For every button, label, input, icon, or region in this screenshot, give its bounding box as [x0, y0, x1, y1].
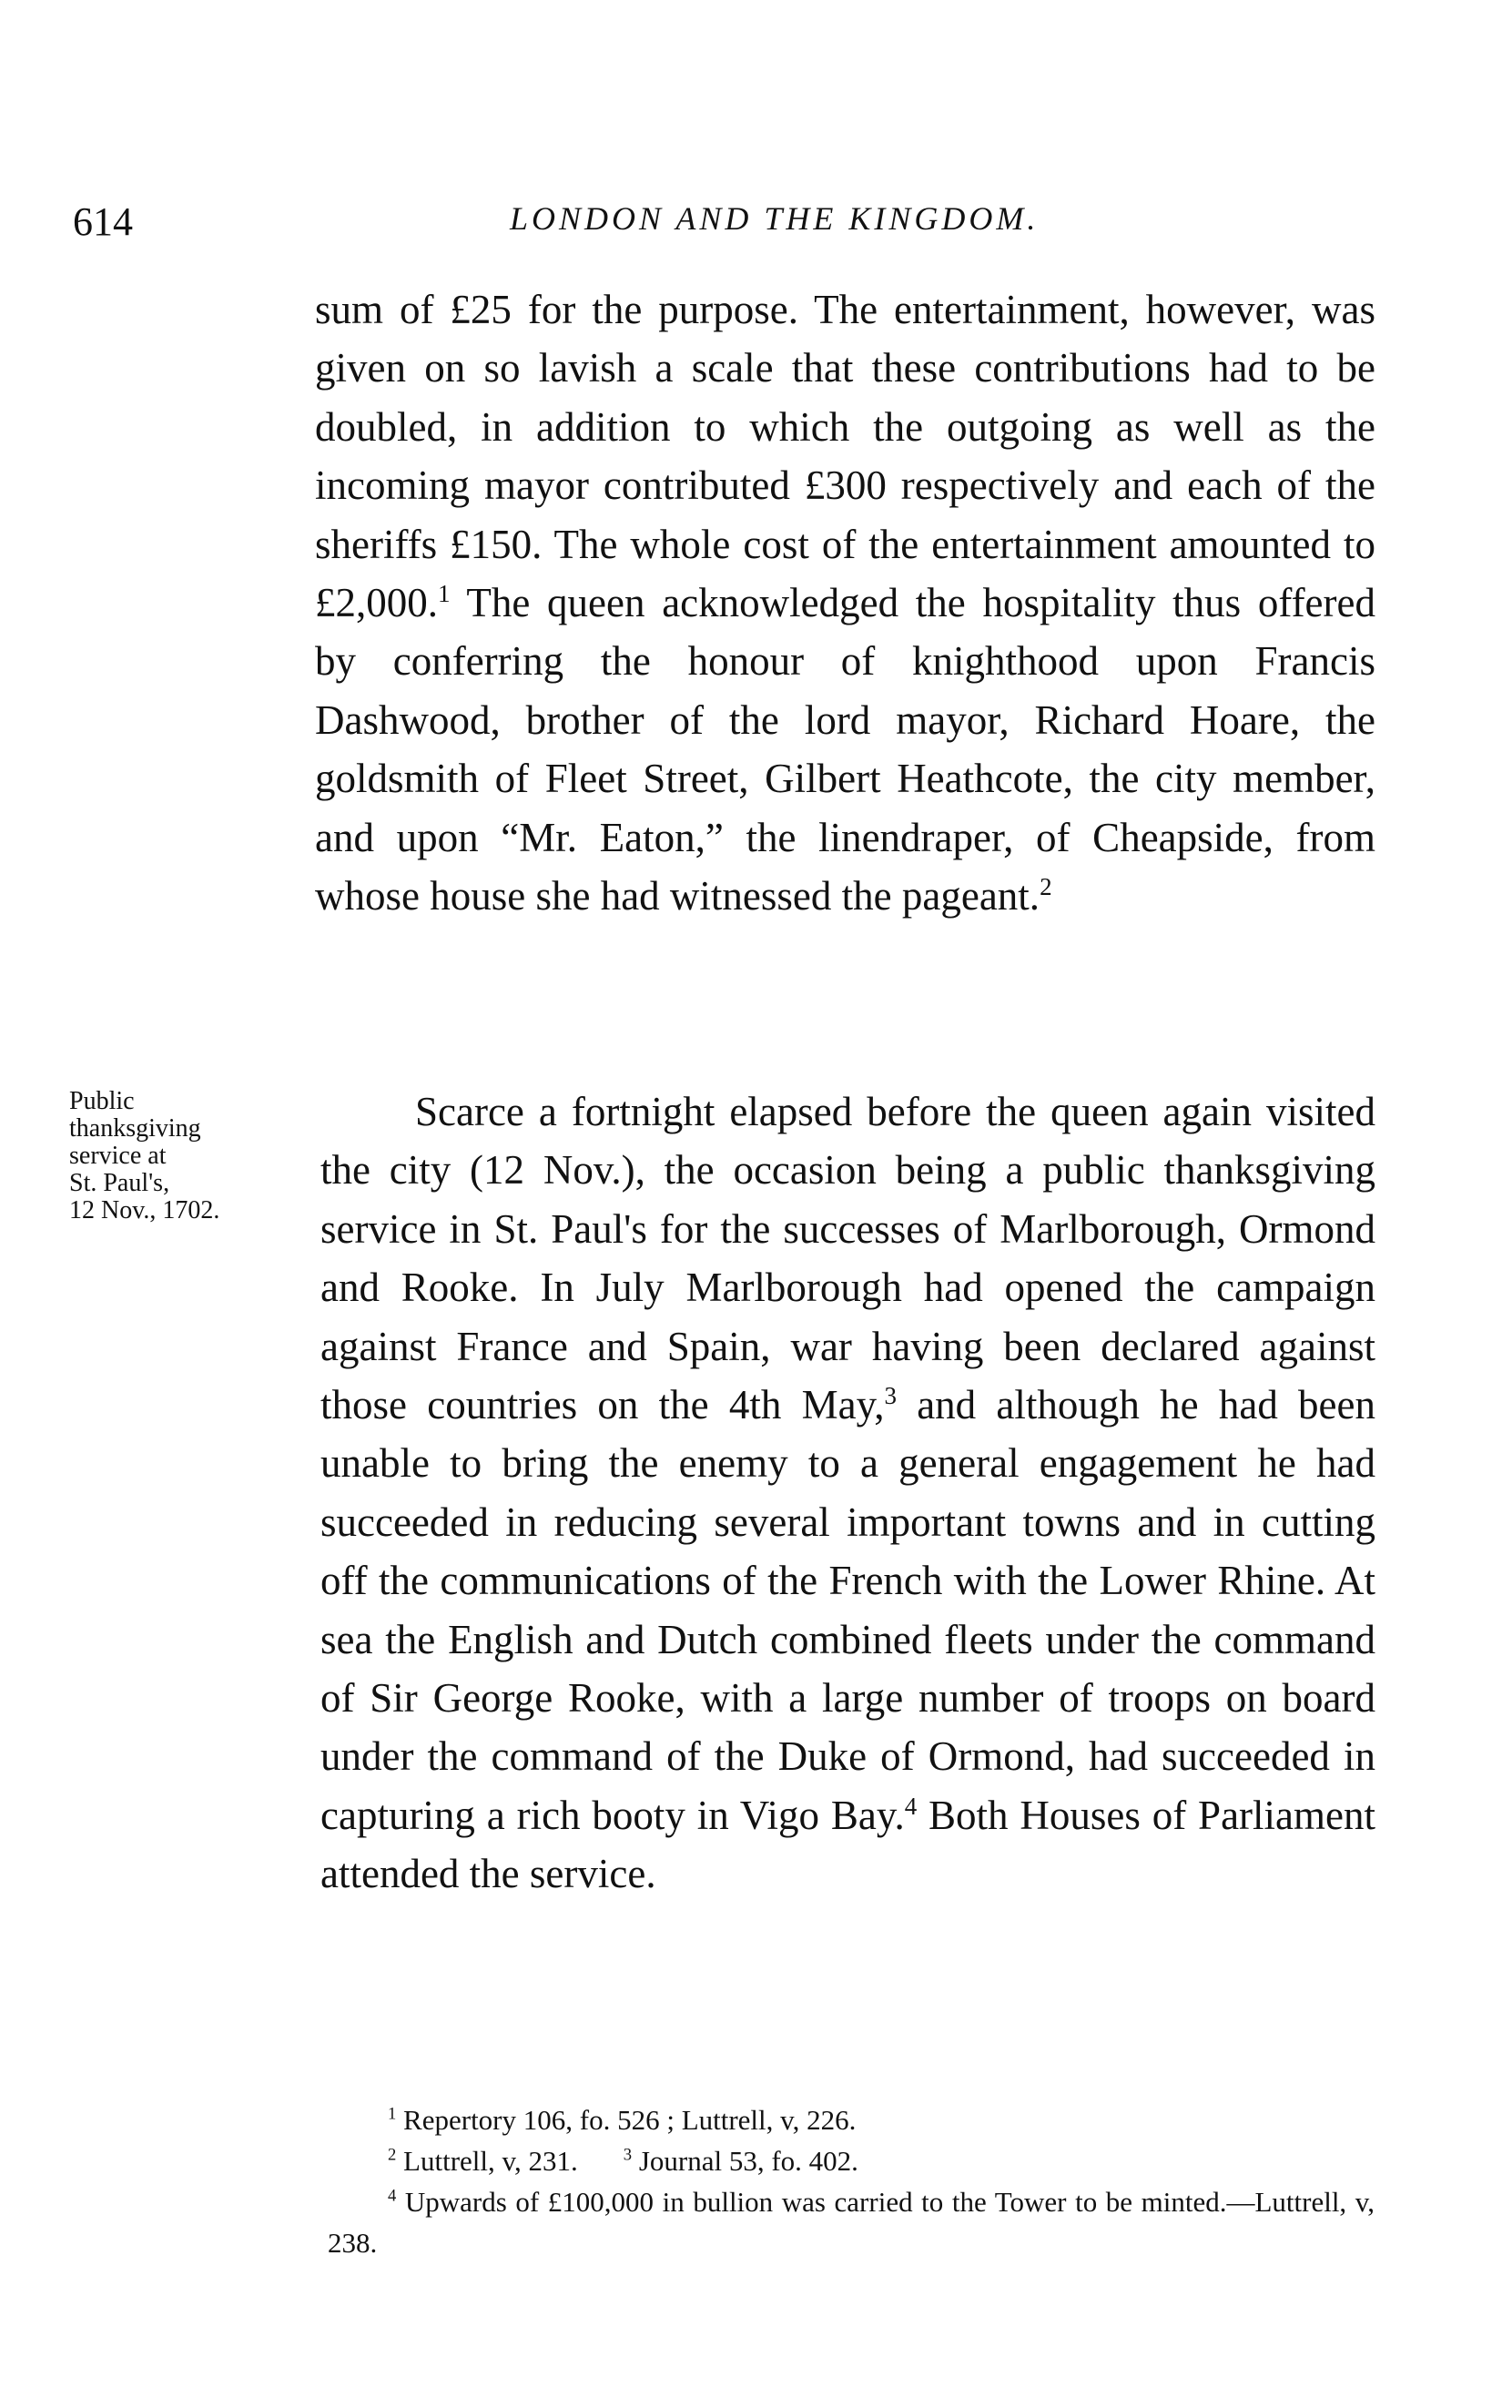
- footnote-text: Luttrell, v, 231.: [403, 2145, 578, 2177]
- footnote-mark: 2: [388, 2145, 397, 2165]
- margin-note: [69, 1088, 315, 1224]
- footnote-ref-3: 3: [884, 1382, 897, 1410]
- footnote-1: [328, 2099, 1375, 2140]
- footnote-mark: 1: [388, 2104, 397, 2124]
- margin-note-line: 12 Nov., 1702.: [69, 1196, 220, 1224]
- paragraph-1: [315, 280, 1375, 925]
- footnote-ref-2: 2: [1040, 873, 1052, 901]
- paragraph-2: [320, 1082, 1375, 1904]
- footnote-ref-1: 1: [438, 580, 451, 608]
- footnote-text: Upwards of £100,000 in bullion was carried to the Tower to be minted.—Luttrell, v, 238.: [328, 2186, 1375, 2259]
- footnote-text: Repertory 106, fo. 526 ; Luttrell, v, 226.: [403, 2104, 857, 2136]
- margin-note-line: St. Paul's,: [69, 1169, 170, 1197]
- margin-note-line: service at: [69, 1142, 167, 1170]
- footnotes: [328, 2099, 1375, 2263]
- margin-note-line: thanksgiving: [69, 1114, 201, 1143]
- paragraph-2-continued: and although he had been unable to bring the enemy to a general engagement he had succeeded in reducing several important towns and in cutting off the communications of the French with the Lower Rhine. At sea the English and Dutch combined fleets under the command of Sir George Rooke, with a large number of troops on board under the command of the Duke of Ormond, had succeeded in capturing a rich booty in Vigo Bay.: [320, 1382, 1376, 1838]
- footnote-mark: 4: [388, 2186, 397, 2206]
- footnote-3: [624, 2140, 858, 2181]
- footnote-2: [388, 2140, 578, 2181]
- footnote-4: [328, 2181, 1375, 2263]
- footnote-text: Journal 53, fo. 402.: [638, 2145, 858, 2177]
- footnote-ref-4: 4: [904, 1792, 918, 1820]
- paragraph-1-text: sum of £25 for the purpose. The entertainment, however, was given on so lavish a scale that these contributions had to be doubled, in addition to which the outgoing as well as the incoming mayor contributed £300 respectively and each of the sheriffs £150. The whole cost of the entertainment amounted to £2,000.: [315, 287, 1375, 626]
- footnote-mark: 3: [623, 2145, 633, 2165]
- paragraph-1-continued: The queen acknowledged the hospitality thus offered by conferring the honour of knighthood upon Francis Dashwood, brother of the lord mayor, Richard Hoare, the goldsmith of Fleet Street, Gilbert Heathcote, the city member, and upon “Mr. Eaton,” the linendraper, of Cheapside, from whose house she had witnessed the pageant.: [315, 580, 1375, 920]
- margin-note-line: Public: [69, 1087, 135, 1115]
- running-title: LONDON AND THE KINGDOM.: [510, 200, 1040, 237]
- paragraph-2-end: Both Houses of Parliament attended the service.: [320, 1792, 1375, 1897]
- footnote-row-2-3: [328, 2140, 1375, 2181]
- page-number: 614: [73, 199, 133, 244]
- paragraph-2-text: Scarce a fortnight elapsed before the queen again visited the city (12 Nov.), the occasion being a public thanksgiving service in St. Paul's for the successes of Marlborough, Ormond and Rooke. In July Marlborough had opened the campaign against France and Spain, war having been declared against those countries on the 4th May,: [320, 1089, 1375, 1428]
